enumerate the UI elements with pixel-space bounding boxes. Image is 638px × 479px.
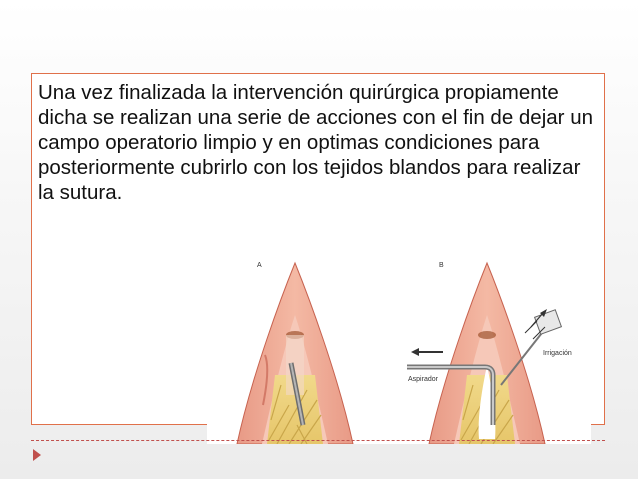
bullet-arrow-icon: [33, 449, 41, 461]
panel-a-drawing: [237, 263, 353, 444]
arrow-left-icon: [411, 348, 443, 356]
aspirador-label: Aspirador: [408, 376, 438, 383]
panel-b-drawing: [407, 263, 561, 444]
panel-b-label: B: [439, 262, 444, 269]
footer-dashed-line: [31, 440, 605, 441]
panel-a-label: A: [257, 262, 262, 269]
irrigacion-label: Irrigación: [543, 350, 572, 357]
surgical-illustration: [207, 255, 591, 444]
body-text: Una vez finalizada la intervención quirúrgica propiamente dicha se realizan una serie de acciones con el fin de dejar un campo operatorio limpio y en optimas condiciones para posteriormente cubrirlo con los tejidos blandos para realizar la sutura.: [38, 81, 593, 204]
